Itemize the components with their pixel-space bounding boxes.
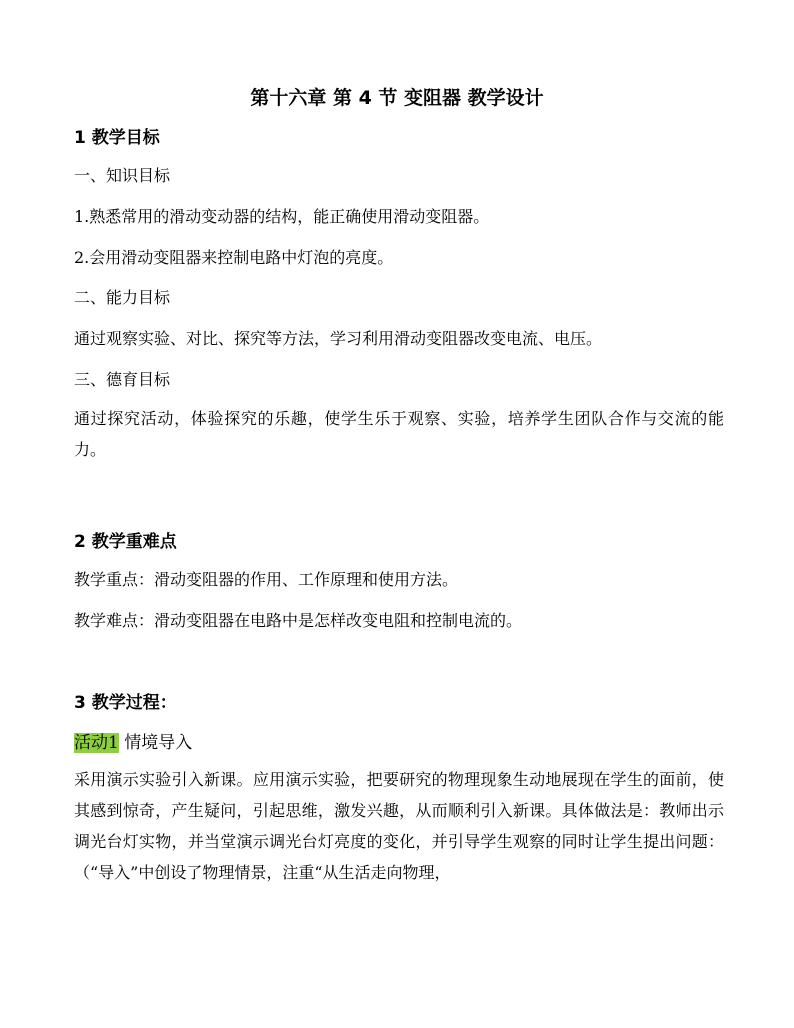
subheading-ability-goals: 二、能力目标: [74, 288, 171, 307]
activity-title: 情境导入: [124, 733, 193, 753]
activity-number-highlight: 1: [108, 733, 119, 753]
activity-heading: [74, 732, 192, 754]
section-heading-key-difficult-points: 2 教学重难点: [74, 532, 177, 552]
moral-goal-text: 通过探究活动，体验探究的乐趣，使学生乐于观察、实验，培养学生团队合作与交流的能力。: [74, 409, 724, 459]
key-point-text: 教学重点：滑动变阻器的作用、工作原理和使用方法。: [74, 570, 459, 589]
activity-description: 采用演示实验引入新课。应用演示实验，把要研究的物理现象生动地展现在学生的面前，使其感到惊奇，产生疑问，引起思维，激发兴趣，从而顺利引入新课。具体做法是：教师出示调光台灯实物，并当堂演示调光台灯亮度的变化，并引导学生观察的同时让学生提出问题：（“导入”中创设了物理情景，注重“从生活走向物理，: [74, 770, 724, 882]
knowledge-goal-1: 1.熟悉常用的滑动变动器的结构，能正确使用滑动变阻器。: [74, 207, 490, 226]
section-heading-teaching-process: 3 教学过程：: [74, 693, 177, 713]
ability-goal-text: 通过观察实验、对比、探究等方法，学习利用滑动变阻器改变电流、电压。: [74, 329, 603, 348]
difficult-point-text: 教学难点：滑动变阻器在电路中是怎样改变电阻和控制电流的。: [74, 611, 523, 630]
section-heading-teaching-goals: 1 教学目标: [74, 128, 160, 148]
subheading-knowledge-goals: 一、知识目标: [74, 166, 171, 185]
document-title: 第十六章 第 4 节 变阻器 教学设计: [250, 87, 544, 109]
activity-label-highlight: 活动: [74, 733, 108, 753]
subheading-moral-goals: 三、德育目标: [74, 370, 171, 389]
knowledge-goal-2: 2.会用滑动变阻器来控制电路中灯泡的亮度。: [74, 248, 394, 267]
